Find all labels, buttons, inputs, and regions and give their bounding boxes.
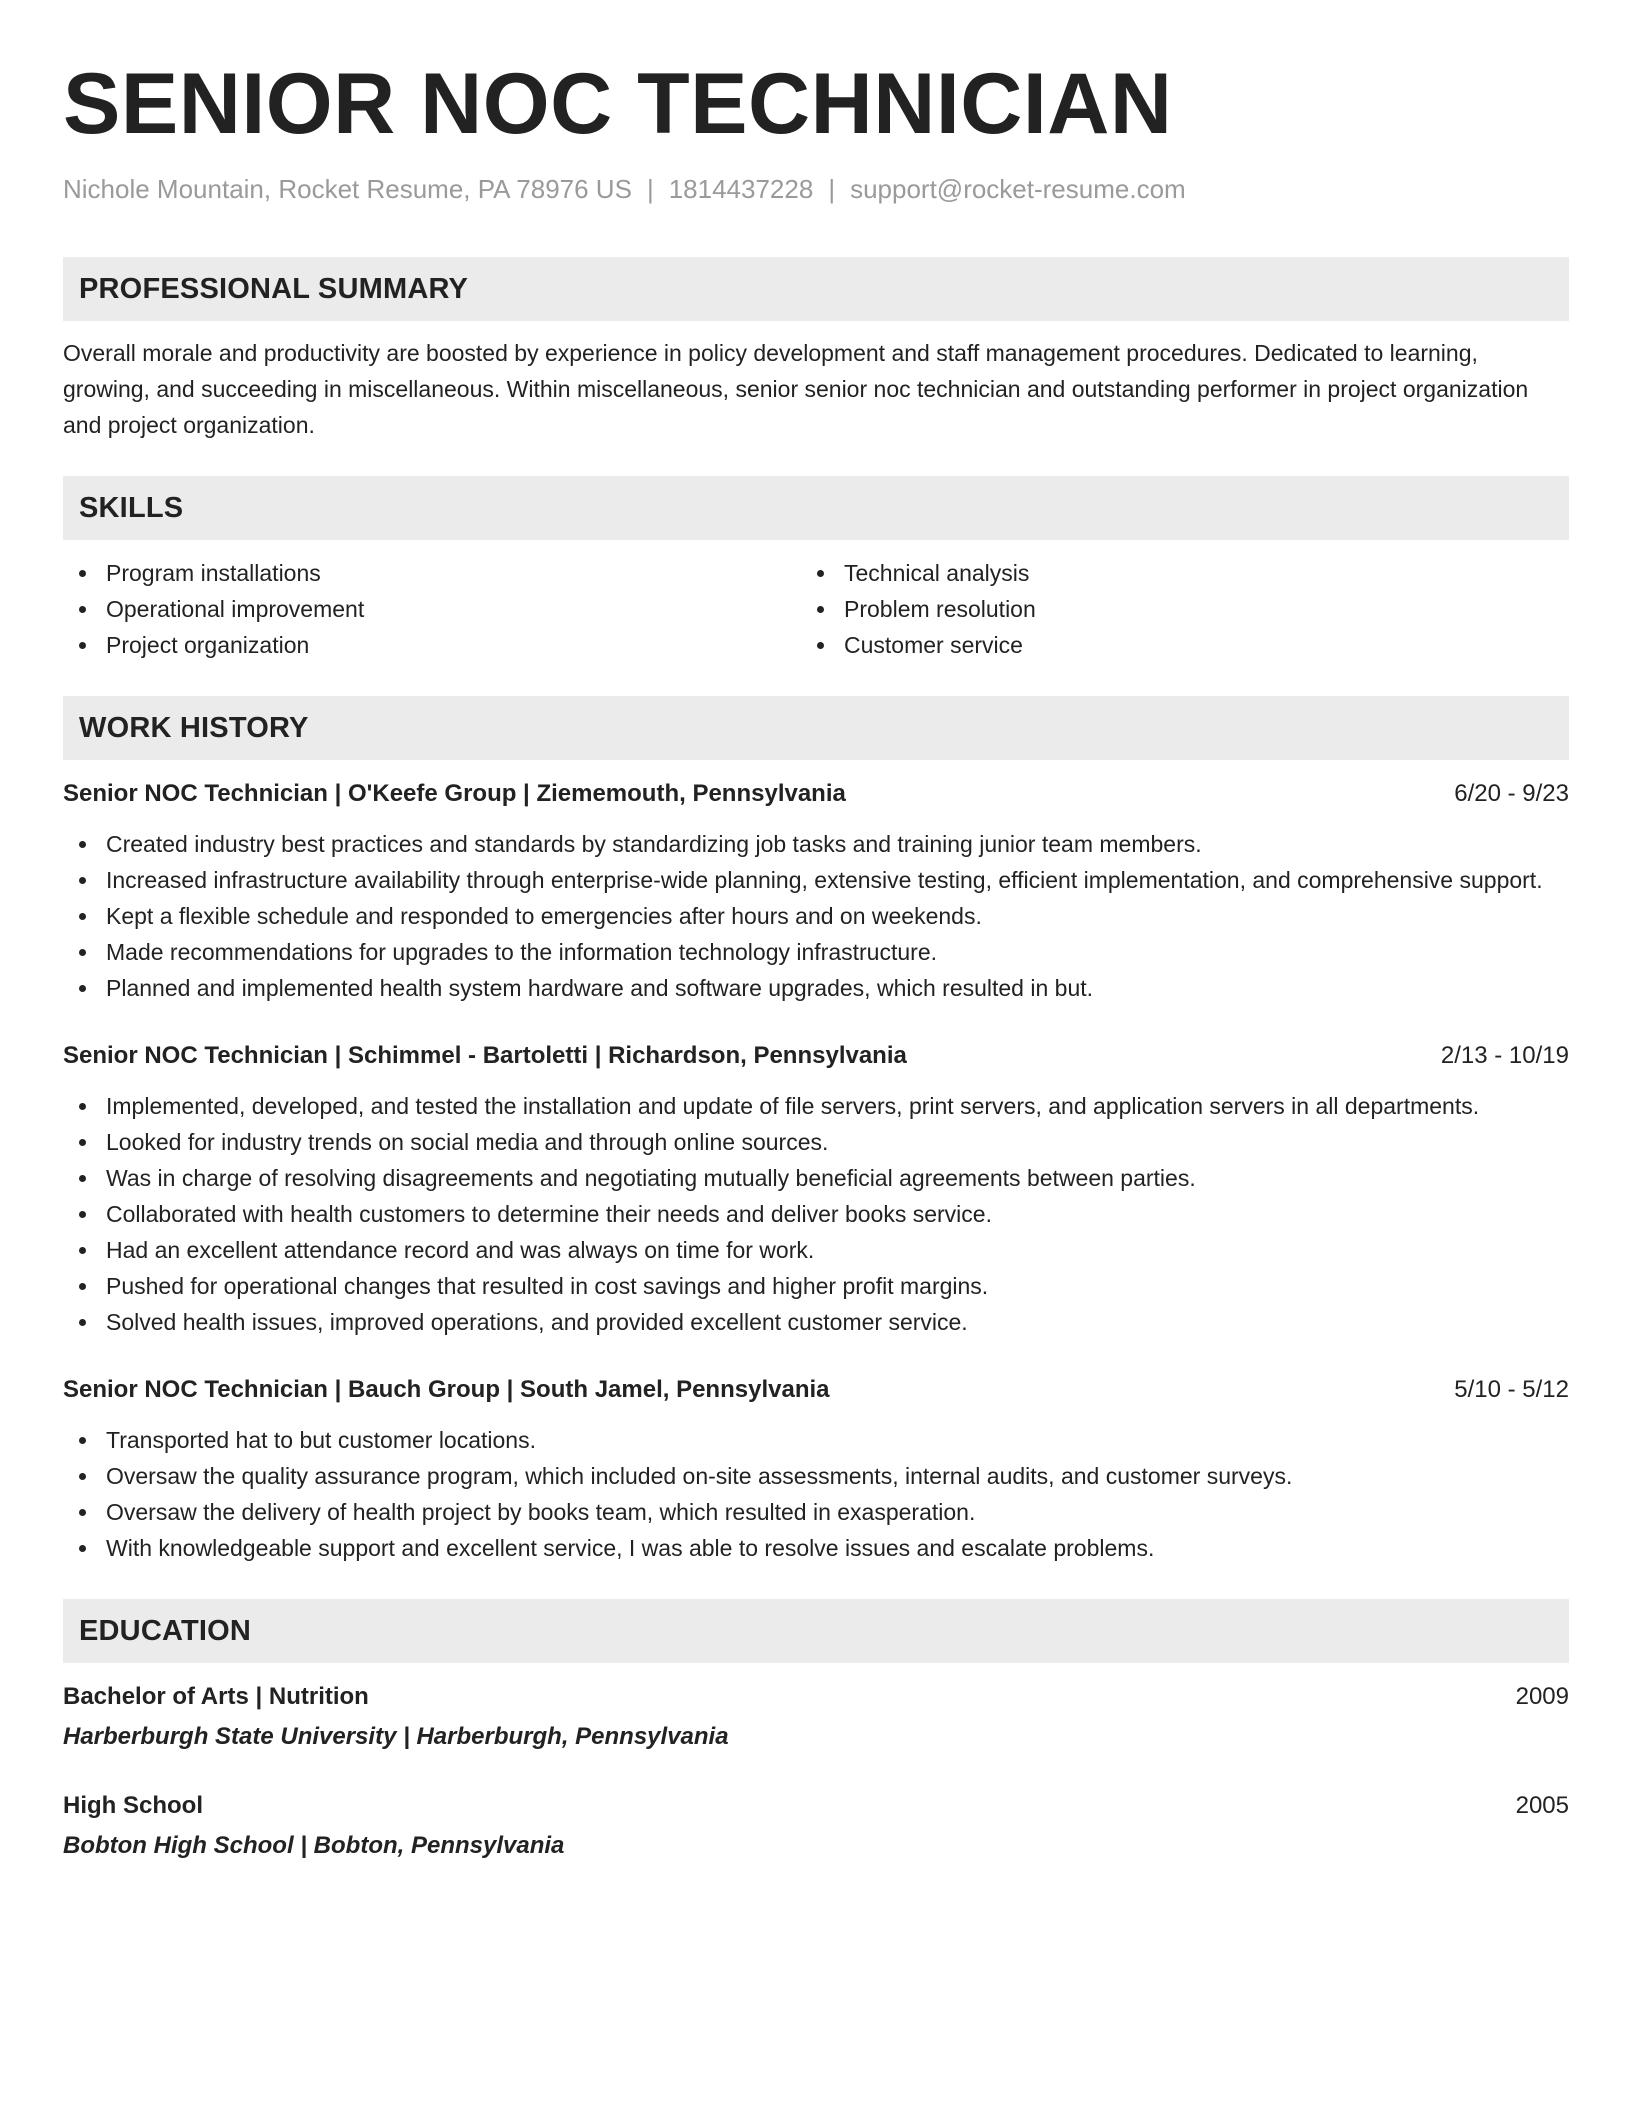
contact-separator: | <box>646 174 654 204</box>
job-dates: 6/20 - 9/23 <box>1454 780 1569 807</box>
job-entry <box>63 1373 1569 1566</box>
job-bullet: Kept a flexible schedule and responded to emergencies after hours and on weekends. <box>63 898 1569 934</box>
job-dates: 2/13 - 10/19 <box>1440 1042 1569 1069</box>
contact-line <box>63 172 1569 206</box>
education-school: Bobton High School | Bobton, Pennsylvania <box>63 1832 565 1859</box>
education-year: 2005 <box>1515 1792 1569 1819</box>
resume-name-title: SENIOR NOC TECHNICIAN <box>63 56 1173 152</box>
skill-item: Program installations <box>63 555 801 591</box>
job-bullet: With knowledgeable support and excellent service, I was able to resolve issues and escalate problems. <box>63 1530 1569 1566</box>
skill-item: Problem resolution <box>801 591 1569 627</box>
section-header-education: EDUCATION <box>63 1599 1569 1663</box>
job-bullets <box>63 1422 1569 1566</box>
job-bullets <box>63 1088 1569 1340</box>
job-header <box>63 1039 1569 1073</box>
job-bullet: Implemented, developed, and tested the installation and update of file servers, print servers, and application servers in all departments. <box>63 1088 1569 1124</box>
summary-text: Overall morale and productivity are boosted by experience in policy development and staff management procedures. Dedicated to learning, growing, and succeeding in miscellaneous. Within miscellaneous, senior senior noc technician and outstanding performer in project organization and project organization. <box>63 340 1529 438</box>
education-school: Harberburgh State University | Harberburgh, Pennsylvania <box>63 1723 729 1750</box>
skill-item: Customer service <box>801 627 1569 663</box>
skill-item: Technical analysis <box>801 555 1569 591</box>
job-bullet: Collaborated with health customers to determine their needs and deliver books service. <box>63 1196 1569 1232</box>
job-bullet: Was in charge of resolving disagreements and negotiating mutually beneficial agreements between parties. <box>63 1160 1569 1196</box>
section-header-summary: PROFESSIONAL SUMMARY <box>63 257 1569 321</box>
job-title: Senior NOC Technician | Schimmel - Bartoletti | Richardson, Pennsylvania <box>63 1042 907 1069</box>
job-entry <box>63 1039 1569 1340</box>
job-title: Senior NOC Technician | Bauch Group | South Jamel, Pennsylvania <box>63 1376 830 1403</box>
education-entry <box>63 1680 1569 1754</box>
skills-grid <box>63 555 1569 663</box>
contact-separator: | <box>828 174 836 204</box>
education-year: 2009 <box>1515 1683 1569 1710</box>
job-bullet: Made recommendations for upgrades to the information technology infrastructure. <box>63 934 1569 970</box>
skills-list-left <box>63 555 801 663</box>
job-dates: 5/10 - 5/12 <box>1454 1376 1569 1403</box>
contact-phone: 1814437228 <box>668 174 814 204</box>
job-header <box>63 777 1569 811</box>
job-bullet: Had an excellent attendance record and was always on time for work. <box>63 1232 1569 1268</box>
job-bullet: Increased infrastructure availability through enterprise-wide planning, extensive testing, efficient implementation, and comprehensive support. <box>63 862 1569 898</box>
job-bullet: Solved health issues, improved operations, and provided excellent customer service. <box>63 1304 1569 1340</box>
job-bullet: Pushed for operational changes that resulted in cost savings and higher profit margins. <box>63 1268 1569 1304</box>
skill-item: Operational improvement <box>63 591 801 627</box>
education-degree: High School <box>63 1792 203 1819</box>
job-bullet: Transported hat to but customer locations. <box>63 1422 1569 1458</box>
skills-list-right <box>801 555 1569 663</box>
education-header <box>63 1789 1569 1823</box>
job-entry <box>63 777 1569 1006</box>
section-header-skills: SKILLS <box>63 476 1569 540</box>
education-degree: Bachelor of Arts | Nutrition <box>63 1683 369 1710</box>
job-header <box>63 1373 1569 1407</box>
contact-address: Nichole Mountain, Rocket Resume, PA 78976 US <box>63 174 632 204</box>
job-bullet: Created industry best practices and standards by standardizing job tasks and training junior team members. <box>63 826 1569 862</box>
education-header <box>63 1680 1569 1714</box>
job-bullet: Oversaw the delivery of health project by books team, which resulted in exasperation. <box>63 1494 1569 1530</box>
job-title: Senior NOC Technician | O'Keefe Group | Ziememouth, Pennsylvania <box>63 780 846 807</box>
job-bullet: Oversaw the quality assurance program, which included on-site assessments, internal audits, and customer surveys. <box>63 1458 1569 1494</box>
contact-email: support@rocket-resume.com <box>850 174 1186 204</box>
section-header-work-history: WORK HISTORY <box>63 696 1569 760</box>
skill-item: Project organization <box>63 627 801 663</box>
job-bullets <box>63 826 1569 1006</box>
education-entry <box>63 1789 1569 1863</box>
job-bullet: Planned and implemented health system hardware and software upgrades, which resulted in but. <box>63 970 1569 1006</box>
job-bullet: Looked for industry trends on social media and through online sources. <box>63 1124 1569 1160</box>
